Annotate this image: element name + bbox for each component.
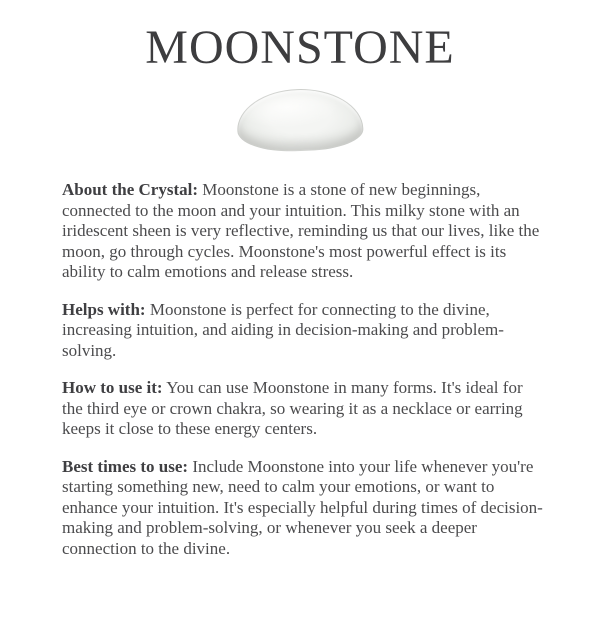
crystal-info-page: [0, 20, 600, 620]
section-best-times-to-use: [62, 457, 545, 560]
section-best-times-to-use-text: Include Moonstone into your life whenever you're starting something new, need to calm your emotions, or want to enhance your intuition. It's especially helpful during times of decision-making and problem-solving, or whenever you seek a deeper connection to the divine.: [62, 456, 543, 558]
section-about-the-crystal-text: Moonstone is a stone of new beginnings, connected to the moon and your intuition. This milky stone with an iridescent sheen is very reflective, reminding us that our lives, like the moon, go through cycles. Moonstone's most powerful effect is its ability to calm emotions and release stress.: [62, 180, 540, 281]
section-helps-with-label: Helps with:: [62, 299, 146, 319]
section-how-to-use-it: [62, 378, 545, 440]
section-helps-with: [62, 300, 545, 362]
section-about-the-crystal-label: About the Crystal:: [62, 180, 198, 199]
page-title: MOONSTONE: [145, 21, 455, 74]
section-how-to-use-it-text: You can use Moonstone in many forms. It's ideal for the third eye or crown chakra, so wearing it as a necklace or earring keeps it close to these energy centers.: [62, 378, 523, 438]
section-helps-with-text: Moonstone is perfect for connecting to the divine, increasing intuition, and aiding in decision-making and problem-solving.: [62, 299, 504, 360]
section-best-times-to-use-label: Best times to use:: [62, 456, 189, 476]
section-about-the-crystal: [62, 180, 545, 283]
moonstone-image-wrap: [0, 89, 600, 151]
moonstone-photo: [236, 87, 364, 153]
section-how-to-use-it-label: How to use it:: [62, 378, 163, 397]
description-sections: [62, 180, 545, 559]
